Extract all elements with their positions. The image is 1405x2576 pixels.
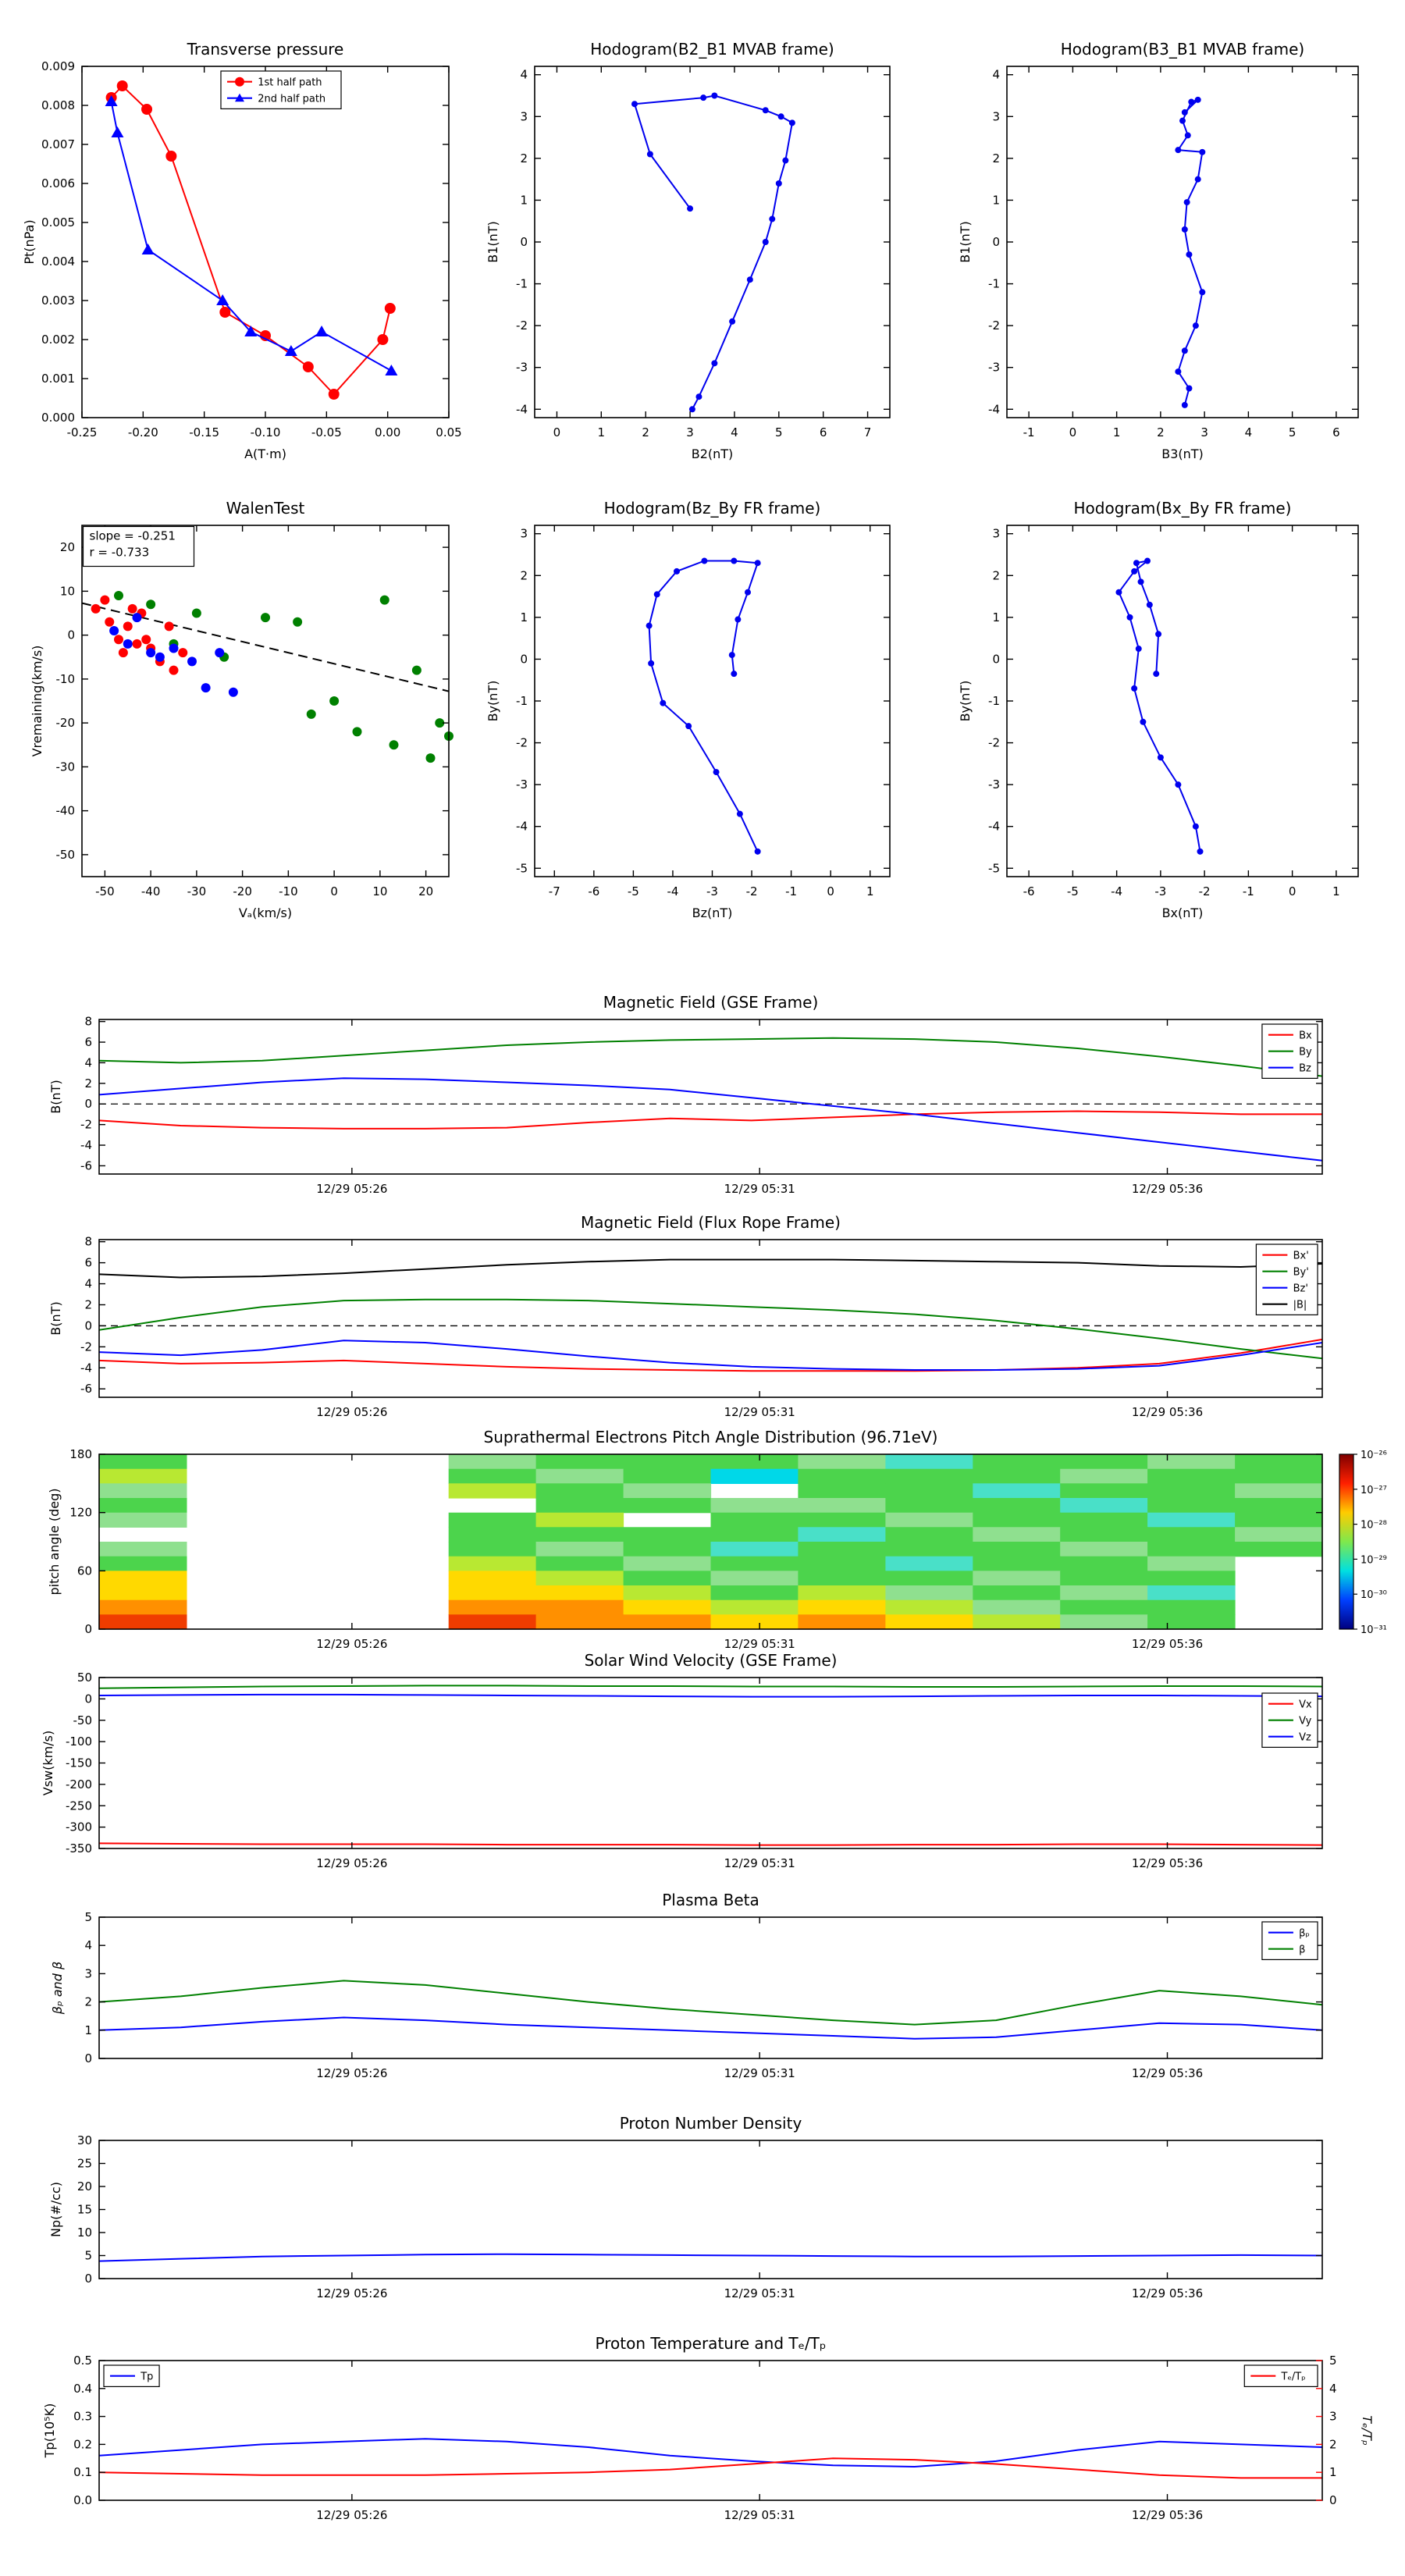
svg-text:0: 0 — [1329, 2493, 1337, 2507]
svg-text:Proton Temperature and Tₑ/Tₚ: Proton Temperature and Tₑ/Tₚ — [595, 2334, 827, 2353]
panel-magnetic-field-fr — [31, 1204, 1389, 1438]
svg-text:0: 0 — [553, 425, 561, 439]
svg-text:-6: -6 — [588, 884, 600, 898]
svg-text:By(nT): By(nT) — [958, 680, 973, 722]
svg-text:2: 2 — [992, 151, 1000, 165]
panel-magnetic-field-gse — [31, 984, 1389, 1215]
svg-text:1: 1 — [520, 193, 528, 208]
svg-text:-100: -100 — [65, 1735, 92, 1749]
panel-transverse-pressure — [20, 23, 468, 480]
svg-text:20: 20 — [76, 2179, 92, 2194]
svg-text:-6: -6 — [80, 1382, 92, 1397]
svg-text:2: 2 — [642, 425, 649, 439]
svg-text:4: 4 — [1244, 425, 1253, 439]
svg-text:-2: -2 — [988, 318, 1000, 333]
svg-text:-2: -2 — [80, 1117, 92, 1132]
svg-text:0: 0 — [84, 2051, 92, 2065]
svg-text:|B|: |B| — [1293, 1299, 1307, 1311]
svg-text:2: 2 — [84, 1076, 92, 1091]
svg-text:-30: -30 — [55, 760, 75, 774]
svg-text:2: 2 — [520, 151, 528, 165]
svg-text:B3(nT): B3(nT) — [1161, 447, 1204, 461]
svg-text:4: 4 — [84, 1055, 92, 1070]
svg-text:Proton Number Density: Proton Number Density — [619, 2114, 802, 2133]
svg-text:-0.10: -0.10 — [250, 425, 281, 439]
svg-text:12/29 05:31: 12/29 05:31 — [724, 2508, 795, 2522]
svg-text:12/29 05:36: 12/29 05:36 — [1131, 1637, 1204, 1651]
svg-text:1: 1 — [597, 425, 606, 439]
svg-text:120: 120 — [69, 1505, 92, 1520]
svg-text:-4: -4 — [80, 1361, 92, 1375]
svg-text:12/29 05:31: 12/29 05:31 — [724, 1182, 795, 1196]
svg-text:2: 2 — [84, 1297, 92, 1312]
svg-text:0: 0 — [84, 1097, 92, 1112]
svg-text:-40: -40 — [140, 884, 161, 898]
svg-text:-5: -5 — [1066, 884, 1079, 898]
svg-text:-2: -2 — [988, 735, 1000, 750]
panel-hodogram-bx-by — [948, 482, 1378, 939]
svg-text:0: 0 — [1288, 884, 1297, 898]
svg-text:0.00: 0.00 — [374, 425, 401, 439]
svg-text:-2: -2 — [516, 318, 528, 333]
svg-text:0: 0 — [84, 1692, 92, 1706]
svg-text:10: 10 — [59, 584, 75, 599]
svg-text:Hodogram(Bz_By FR frame): Hodogram(Bz_By FR frame) — [603, 499, 821, 518]
hodogram-b3-b1-chart — [948, 23, 1378, 480]
svg-text:3: 3 — [520, 109, 528, 124]
magnetic-field-fr-chart — [31, 1204, 1389, 1438]
walen-test-chart — [20, 482, 468, 939]
svg-text:Bx(nT): Bx(nT) — [1161, 906, 1204, 920]
svg-text:8: 8 — [84, 1234, 92, 1249]
svg-text:-3: -3 — [988, 777, 1000, 792]
svg-text:pitch angle (deg): pitch angle (deg) — [47, 1488, 62, 1596]
panel-proton-temperature — [31, 2325, 1389, 2541]
svg-text:12/29 05:36: 12/29 05:36 — [1131, 2066, 1204, 2080]
svg-text:B(nT): B(nT) — [48, 1301, 63, 1336]
svg-text:10⁻³¹: 10⁻³¹ — [1361, 1624, 1387, 1636]
svg-text:50: 50 — [76, 1670, 92, 1685]
svg-text:-3: -3 — [988, 360, 1000, 375]
svg-text:-0.20: -0.20 — [127, 425, 158, 439]
svg-text:Bz(nT): Bz(nT) — [692, 906, 733, 920]
panel-proton-density — [31, 2105, 1389, 2319]
svg-text:-2: -2 — [80, 1340, 92, 1354]
svg-text:60: 60 — [76, 1564, 92, 1578]
svg-text:Vremaining(km/s): Vremaining(km/s) — [30, 645, 44, 757]
svg-text:5: 5 — [1288, 425, 1297, 439]
svg-text:0: 0 — [1069, 425, 1077, 439]
svg-text:B1(nT): B1(nT) — [486, 221, 500, 263]
svg-text:12/29 05:26: 12/29 05:26 — [316, 1856, 388, 1870]
svg-text:4: 4 — [992, 67, 1000, 82]
svg-text:Pt(nPa): Pt(nPa) — [22, 219, 37, 265]
svg-text:-2: -2 — [1198, 884, 1211, 898]
svg-text:-4: -4 — [80, 1138, 92, 1153]
svg-text:180: 180 — [69, 1447, 92, 1461]
svg-text:0.009: 0.009 — [41, 59, 75, 73]
svg-text:3: 3 — [520, 526, 528, 541]
svg-text:20: 20 — [418, 884, 434, 898]
svg-text:Hodogram(Bx_By FR frame): Hodogram(Bx_By FR frame) — [1073, 499, 1292, 518]
svg-text:0: 0 — [330, 884, 338, 898]
svg-text:-4: -4 — [516, 819, 528, 834]
solar-wind-velocity-chart — [31, 1642, 1389, 1889]
svg-text:0: 0 — [84, 1318, 92, 1333]
svg-text:Tp: Tp — [140, 2371, 154, 2383]
svg-text:12/29 05:26: 12/29 05:26 — [316, 1405, 388, 1419]
panel-solar-wind-velocity — [31, 1642, 1389, 1889]
svg-text:10⁻²⁸: 10⁻²⁸ — [1361, 1519, 1387, 1532]
svg-text:-1: -1 — [785, 884, 798, 898]
svg-text:12/29 05:31: 12/29 05:31 — [724, 1405, 795, 1419]
svg-text:-6: -6 — [80, 1158, 92, 1173]
svg-text:Magnetic Field (GSE Frame): Magnetic Field (GSE Frame) — [603, 993, 819, 1012]
svg-text:-0.15: -0.15 — [189, 425, 220, 439]
svg-text:Bx: Bx — [1299, 1030, 1312, 1042]
svg-text:0.006: 0.006 — [41, 176, 75, 190]
svg-text:Hodogram(B2_B1 MVAB frame): Hodogram(B2_B1 MVAB frame) — [590, 40, 834, 59]
svg-text:By: By — [1299, 1046, 1312, 1059]
svg-text:4: 4 — [1329, 2381, 1337, 2396]
svg-text:Magnetic Field (Flux Rope Fram: Magnetic Field (Flux Rope Frame) — [581, 1213, 841, 1232]
svg-text:Tₑ/Tₚ: Tₑ/Tₚ — [1281, 2371, 1306, 2383]
svg-text:-5: -5 — [627, 884, 639, 898]
panel-hodogram-b3-b1 — [948, 23, 1378, 480]
svg-text:0: 0 — [84, 1622, 92, 1636]
svg-text:4: 4 — [731, 425, 738, 439]
panel-plasma-beta — [31, 1881, 1389, 2099]
svg-text:10⁻²⁶: 10⁻²⁶ — [1361, 1450, 1387, 1461]
svg-text:Vₐ(km/s): Vₐ(km/s) — [238, 906, 293, 920]
svg-text:5: 5 — [1329, 2354, 1337, 2368]
svg-text:2: 2 — [1157, 425, 1165, 439]
svg-text:3: 3 — [1200, 425, 1208, 439]
svg-text:4: 4 — [520, 67, 528, 82]
svg-text:10⁻²⁷: 10⁻²⁷ — [1361, 1484, 1387, 1496]
svg-text:-3: -3 — [516, 777, 528, 792]
svg-text:30: 30 — [76, 2133, 92, 2147]
svg-text:-40: -40 — [55, 803, 75, 818]
svg-text:5: 5 — [84, 1910, 92, 1924]
svg-text:0.1: 0.1 — [73, 2465, 92, 2480]
svg-text:WalenTest: WalenTest — [226, 499, 305, 518]
svg-text:-3: -3 — [706, 884, 718, 898]
svg-text:-4: -4 — [988, 819, 1000, 834]
svg-text:0: 0 — [992, 652, 1000, 667]
svg-text:r = -0.733: r = -0.733 — [89, 545, 150, 560]
svg-text:1: 1 — [1329, 2465, 1337, 2480]
svg-text:0: 0 — [84, 2272, 92, 2286]
svg-text:3: 3 — [1329, 2409, 1337, 2424]
svg-text:2: 2 — [84, 1994, 92, 2009]
svg-text:0.003: 0.003 — [41, 294, 75, 308]
svg-text:3: 3 — [686, 425, 694, 439]
transverse-pressure-chart — [20, 23, 468, 480]
svg-text:-1: -1 — [988, 276, 1000, 291]
svg-text:25: 25 — [76, 2156, 92, 2171]
svg-text:-300: -300 — [65, 1820, 92, 1834]
svg-text:-50: -50 — [73, 1713, 92, 1727]
svg-text:12/29 05:26: 12/29 05:26 — [316, 1182, 388, 1196]
svg-text:0: 0 — [67, 628, 75, 642]
svg-text:0.000: 0.000 — [41, 411, 75, 425]
svg-text:By': By' — [1293, 1266, 1309, 1279]
svg-text:7: 7 — [863, 425, 872, 439]
svg-text:-350: -350 — [65, 1841, 92, 1856]
svg-text:-1: -1 — [1242, 884, 1254, 898]
svg-text:12/29 05:36: 12/29 05:36 — [1131, 1856, 1204, 1870]
svg-text:1: 1 — [1112, 425, 1121, 439]
panel-electron-pad — [31, 1418, 1405, 1670]
svg-text:Transverse pressure: Transverse pressure — [187, 40, 344, 59]
svg-text:β: β — [1299, 1944, 1306, 1956]
svg-text:12/29 05:31: 12/29 05:31 — [724, 1637, 795, 1651]
svg-text:1: 1 — [866, 884, 874, 898]
svg-text:12/29 05:26: 12/29 05:26 — [316, 2286, 388, 2300]
svg-text:Vx: Vx — [1299, 1699, 1312, 1711]
svg-text:3: 3 — [84, 1966, 92, 1981]
magnetic-field-gse-chart — [31, 984, 1389, 1215]
panel-walen-test — [20, 482, 468, 939]
svg-text:-4: -4 — [988, 402, 1000, 417]
svg-text:10⁻²⁹: 10⁻²⁹ — [1361, 1554, 1387, 1567]
svg-text:-50: -50 — [95, 884, 115, 898]
hodogram-b2-b1-chart — [476, 23, 905, 480]
hodogram-bz-by-chart — [476, 482, 905, 939]
svg-text:6: 6 — [84, 1035, 92, 1050]
svg-text:0.2: 0.2 — [73, 2437, 92, 2452]
plasma-beta-chart — [31, 1881, 1389, 2099]
svg-text:12/29 05:36: 12/29 05:36 — [1131, 1405, 1204, 1419]
electron-pad-chart — [31, 1418, 1405, 1670]
svg-text:Tp(10⁵K): Tp(10⁵K) — [42, 2403, 57, 2458]
svg-text:1: 1 — [520, 610, 528, 624]
svg-text:-5: -5 — [516, 861, 528, 876]
svg-text:10⁻³⁰: 10⁻³⁰ — [1361, 1589, 1387, 1602]
svg-text:0.4: 0.4 — [73, 2381, 92, 2396]
svg-text:Tₑ/Tₚ: Tₑ/Tₚ — [1360, 2415, 1375, 2446]
svg-text:5: 5 — [84, 2248, 92, 2263]
svg-text:-20: -20 — [55, 716, 75, 731]
svg-text:-1: -1 — [516, 276, 528, 291]
svg-text:0.005: 0.005 — [41, 215, 75, 229]
svg-text:-4: -4 — [516, 402, 528, 417]
svg-text:-150: -150 — [65, 1756, 92, 1770]
svg-text:6: 6 — [84, 1255, 92, 1270]
svg-text:0.004: 0.004 — [41, 254, 75, 269]
svg-text:-6: -6 — [1023, 884, 1035, 898]
svg-text:2: 2 — [1329, 2437, 1337, 2452]
svg-text:0: 0 — [520, 652, 528, 667]
proton-density-chart — [31, 2105, 1389, 2319]
svg-text:-10: -10 — [279, 884, 298, 898]
svg-text:-1: -1 — [1023, 425, 1035, 439]
svg-text:-30: -30 — [187, 884, 207, 898]
svg-text:B(nT): B(nT) — [48, 1080, 63, 1114]
svg-text:12/29 05:31: 12/29 05:31 — [724, 2286, 795, 2300]
svg-text:B2(nT): B2(nT) — [691, 447, 734, 461]
panel-hodogram-b2-b1 — [476, 23, 905, 480]
svg-text:βₚ and β: βₚ and β — [50, 1961, 65, 2015]
svg-text:Plasma Beta: Plasma Beta — [662, 1891, 759, 1909]
svg-text:12/29 05:26: 12/29 05:26 — [316, 2508, 388, 2522]
svg-text:0.5: 0.5 — [73, 2354, 92, 2368]
svg-text:-1: -1 — [988, 694, 1000, 708]
svg-text:0: 0 — [520, 235, 528, 249]
svg-text:20: 20 — [59, 540, 75, 555]
svg-text:Vsw(km/s): Vsw(km/s) — [41, 1730, 55, 1796]
svg-text:2nd half path: 2nd half path — [258, 93, 326, 105]
svg-text:-2: -2 — [745, 884, 758, 898]
svg-text:B1(nT): B1(nT) — [958, 221, 973, 263]
svg-text:15: 15 — [76, 2202, 92, 2217]
svg-text:2: 2 — [520, 568, 528, 583]
svg-text:βₚ: βₚ — [1299, 1927, 1310, 1940]
proton-temperature-chart — [31, 2325, 1389, 2541]
svg-text:Vz: Vz — [1299, 1731, 1311, 1744]
svg-text:0: 0 — [992, 235, 1000, 249]
hodogram-bx-by-chart — [948, 482, 1378, 939]
svg-text:12/29 05:36: 12/29 05:36 — [1131, 1182, 1204, 1196]
svg-text:Hodogram(B3_B1 MVAB frame): Hodogram(B3_B1 MVAB frame) — [1060, 40, 1305, 59]
svg-text:-3: -3 — [516, 360, 528, 375]
svg-text:-250: -250 — [65, 1799, 92, 1813]
svg-text:4: 4 — [84, 1276, 92, 1291]
svg-text:-20: -20 — [233, 884, 252, 898]
svg-text:-7: -7 — [548, 884, 560, 898]
svg-text:0.05: 0.05 — [436, 425, 462, 439]
svg-text:12/29 05:31: 12/29 05:31 — [724, 2066, 795, 2080]
svg-text:-10: -10 — [55, 671, 75, 686]
svg-text:12/29 05:31: 12/29 05:31 — [724, 1856, 795, 1870]
svg-text:1: 1 — [992, 193, 1000, 208]
svg-text:-4: -4 — [1111, 884, 1123, 898]
svg-text:By(nT): By(nT) — [486, 680, 500, 722]
svg-text:1: 1 — [1332, 884, 1340, 898]
svg-text:-3: -3 — [1154, 884, 1167, 898]
svg-text:0.0: 0.0 — [73, 2493, 92, 2507]
svg-text:-0.05: -0.05 — [311, 425, 342, 439]
svg-text:Vy: Vy — [1299, 1715, 1312, 1727]
svg-text:2: 2 — [992, 568, 1000, 583]
svg-text:slope = -0.251: slope = -0.251 — [89, 528, 176, 543]
svg-text:-0.25: -0.25 — [66, 425, 98, 439]
svg-text:5: 5 — [775, 425, 783, 439]
svg-text:A(T·m): A(T·m) — [244, 447, 286, 461]
svg-text:-2: -2 — [516, 735, 528, 750]
svg-text:-4: -4 — [667, 884, 679, 898]
svg-text:-50: -50 — [55, 847, 75, 862]
svg-text:0.002: 0.002 — [41, 333, 75, 347]
svg-text:0.001: 0.001 — [41, 372, 75, 386]
panel-hodogram-bz-by — [476, 482, 905, 939]
svg-text:12/29 05:36: 12/29 05:36 — [1131, 2508, 1204, 2522]
svg-text:1: 1 — [992, 610, 1000, 624]
svg-text:Suprathermal Electrons Pitch A: Suprathermal Electrons Pitch Angle Distribution (96.71eV) — [483, 1428, 938, 1446]
svg-text:1st half path: 1st half path — [258, 76, 322, 89]
svg-text:Bx': Bx' — [1293, 1250, 1309, 1262]
svg-text:-1: -1 — [516, 694, 528, 708]
svg-text:10: 10 — [372, 884, 388, 898]
svg-text:12/29 05:26: 12/29 05:26 — [316, 1637, 388, 1651]
svg-text:12/29 05:36: 12/29 05:36 — [1131, 2286, 1204, 2300]
svg-text:3: 3 — [992, 526, 1000, 541]
svg-text:8: 8 — [84, 1014, 92, 1029]
svg-text:Bz: Bz — [1299, 1062, 1311, 1075]
svg-text:0: 0 — [827, 884, 834, 898]
svg-text:0.008: 0.008 — [41, 98, 75, 112]
svg-text:6: 6 — [819, 425, 827, 439]
svg-text:Bz': Bz' — [1293, 1283, 1308, 1295]
svg-text:Np(#/cc): Np(#/cc) — [48, 2182, 63, 2237]
svg-text:1: 1 — [84, 2023, 92, 2037]
svg-text:4: 4 — [84, 1938, 92, 1953]
svg-text:0.3: 0.3 — [73, 2409, 92, 2424]
svg-text:6: 6 — [1332, 425, 1340, 439]
svg-text:Solar Wind Velocity (GSE Frame: Solar Wind Velocity (GSE Frame) — [584, 1651, 838, 1670]
svg-text:3: 3 — [992, 109, 1000, 124]
svg-text:-200: -200 — [65, 1777, 92, 1791]
svg-text:12/29 05:26: 12/29 05:26 — [316, 2066, 388, 2080]
svg-text:0.007: 0.007 — [41, 137, 75, 151]
svg-text:10: 10 — [76, 2226, 92, 2240]
svg-text:-5: -5 — [988, 861, 1000, 876]
